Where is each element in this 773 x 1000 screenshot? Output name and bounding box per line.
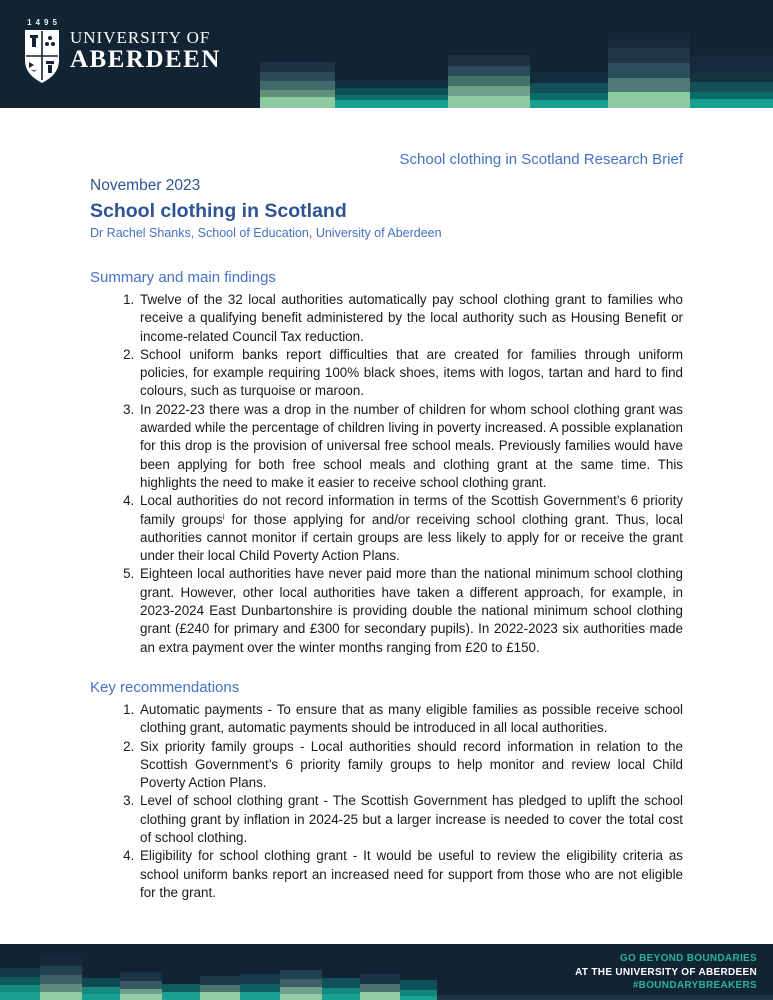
pixel-column <box>360 944 400 1000</box>
footer-band <box>0 944 773 1000</box>
list-item: 1. Automatic payments - To ensure that as many eligible families as possible receive school clothing grant, automatic payments should be introduced in all local authorities. <box>138 701 683 738</box>
list-item: 4. Local authorities do not record information in terms of the Scottish Government’s 6 priority family groupsⁱ for those applying for and/or receiving school clothing grant. Thus, local authorities cannot monitor if certain groups are less likely to apply for or receive the grant under their local Child Poverty Action Plans. <box>138 492 683 565</box>
pixel-column <box>322 944 360 1000</box>
author-line: Dr Rachel Shanks, School of Education, University of Aberdeen <box>90 226 442 240</box>
pixel-column <box>200 944 240 1000</box>
pixel-column <box>335 0 448 108</box>
page-title: School clothing in Scotland <box>90 200 347 222</box>
pixel-column <box>448 0 530 108</box>
pixel-column <box>280 944 322 1000</box>
footer-tagline-go-beyond: GO BEYOND BOUNDARIES <box>619 953 757 964</box>
pixel-column <box>530 0 608 108</box>
university-logo-text <box>70 29 221 73</box>
section-heading: Summary and main findings <box>90 269 276 286</box>
pixel-column <box>120 944 162 1000</box>
pixel-column <box>260 0 335 108</box>
document-body <box>0 108 773 902</box>
pixel-column <box>162 944 200 1000</box>
footer-taglines <box>575 952 757 993</box>
section <box>90 268 683 657</box>
list-item: 3. In 2022-23 there was a drop in the number of children for whom school clothing grant was awarded while the percentage of children living in poverty increased. A possible explanation for this drop is the provision of universal free school meals. Previously families would have been applying for both free school meals and clothing grant at the same time. This highlights the need to make it easier to receive school clothing grant. <box>138 401 683 492</box>
pixel-column <box>240 944 280 1000</box>
list-item: 2. Six priority family groups - Local authorities should record information in relation to the Scottish Government’s 6 priority family groups to help monitor and review local Child Poverty Action Plans. <box>138 738 683 793</box>
pixel-column <box>40 944 82 1000</box>
list-item: 3. Level of school clothing grant - The Scottish Government has pledged to uplift the school clothing grant by inflation in 2024-25 but a larger increase is needed to cover the total cost of school clothing. <box>138 792 683 847</box>
pixel-column <box>690 0 773 108</box>
publication-date: November 2023 <box>90 177 201 194</box>
header-band <box>0 0 773 108</box>
section-heading: Key recommendations <box>90 678 240 696</box>
pixel-column <box>0 944 40 1000</box>
pixel-column <box>400 944 437 1000</box>
pixel-column <box>608 0 690 108</box>
sections <box>90 268 683 902</box>
logo-line-aberdeen: ABERDEEN <box>70 46 221 73</box>
pixel-column <box>82 944 120 1000</box>
numbered-list <box>90 701 683 902</box>
list-item: 5. Eighteen local authorities have never paid more than the national minimum school clothing grant. However, other local authorities have taken a different approach, for example, in 2023-2024 East Dunbartonshire is providing double the national minimum school clothing grant (£240 for primary and £300 for secondary pupils). In 2022-2023 six authorities made an extra payment over the winter months ranging from £20 to £150. <box>138 565 683 656</box>
list-item: 4. Eligibility for school clothing grant - It would be useful to review the eligibility criteria as school uniform banks report an increased need for support from those who are not eligible for the grant. <box>138 847 683 902</box>
section <box>90 678 683 902</box>
numbered-list <box>90 291 683 657</box>
university-crest <box>22 18 62 85</box>
footer-tagline-at-university: AT THE UNIVERSITY OF ABERDEEN <box>575 966 757 978</box>
list-item: 1. Twelve of the 32 local authorities automatically pay school clothing grant to families who receive a qualifying benefit administered by the local authority such as Housing Benefit or income-related Council Tax reduction. <box>138 291 683 346</box>
crest-year: 1495 <box>27 18 61 27</box>
decorative-pixel-gradient-footer <box>0 944 437 1000</box>
decorative-pixel-gradient-header <box>260 0 773 108</box>
university-logo <box>22 18 221 85</box>
university-crest-icon <box>22 29 62 85</box>
list-item: 2. School uniform banks report difficulties that are created for families through uniform policies, for example requiring 100% black shoes, items with logos, tartan and hard to find colours, such as turquoise or maroon. <box>138 346 683 401</box>
document-header-title: School clothing in Scotland Research Brief <box>399 151 683 168</box>
footer-hashtag: #BOUNDARYBREAKERS <box>632 980 757 991</box>
logo-line-university-of: UNIVERSITY OF <box>70 28 211 47</box>
